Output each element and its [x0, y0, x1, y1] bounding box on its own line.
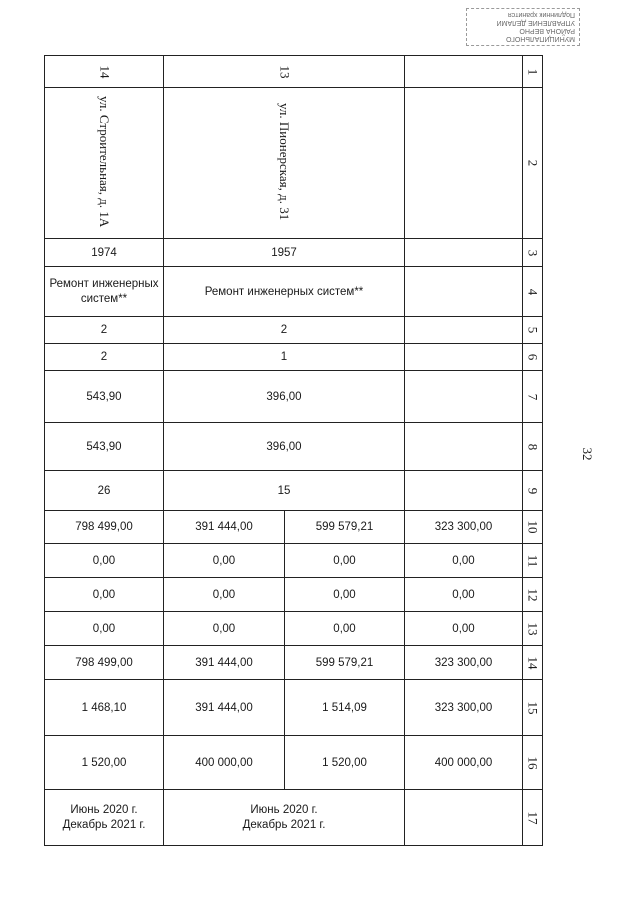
table-cell: 798 499,00 [45, 646, 164, 680]
table-cell: 2 [45, 344, 164, 371]
table-cell: 599 579,21 [285, 646, 405, 680]
row-number: 11 [523, 544, 543, 578]
empty-cell [405, 471, 523, 511]
table-cell: 323 300,00 [405, 511, 523, 544]
table-cell: 0,00 [405, 612, 523, 646]
row-number: 1 [523, 56, 543, 88]
build-year: 1974 [45, 239, 164, 267]
table-cell: 391 444,00 [164, 511, 285, 544]
row-number: 6 [523, 344, 543, 371]
table-row [45, 239, 543, 267]
table-row [45, 471, 543, 511]
row-number: 17 [523, 790, 543, 846]
table-cell: 0,00 [405, 544, 523, 578]
table-cell: 0,00 [285, 578, 405, 612]
table-cell: 0,00 [285, 612, 405, 646]
empty-cell [405, 239, 523, 267]
row-number: 13 [523, 612, 543, 646]
table-cell: 391 444,00 [164, 646, 285, 680]
row-number: 8 [523, 423, 543, 471]
empty-cell [405, 371, 523, 423]
table-cell: 1 [164, 344, 405, 371]
table-cell: 26 [45, 471, 164, 511]
table-cell: 0,00 [405, 578, 523, 612]
table-row [45, 790, 543, 846]
table-row [45, 578, 543, 612]
row-number: 10 [523, 511, 543, 544]
table-cell: 543,90 [45, 423, 164, 471]
empty-cell [405, 423, 523, 471]
table-row [45, 56, 543, 88]
table-cell: 1 468,10 [45, 680, 164, 736]
empty-cell [405, 317, 523, 344]
table-cell: 0,00 [285, 544, 405, 578]
table-row [45, 736, 543, 790]
table-row [45, 423, 543, 471]
table-row [45, 612, 543, 646]
table-cell: 1 514,09 [285, 680, 405, 736]
table-cell: 396,00 [164, 423, 405, 471]
row-number: 16 [523, 736, 543, 790]
row-number: 5 [523, 317, 543, 344]
page-number: 32 [580, 447, 595, 461]
table-cell: 15 [164, 471, 405, 511]
table-cell: 0,00 [164, 612, 285, 646]
build-year: 1957 [164, 239, 405, 267]
empty-cell [405, 88, 523, 239]
table-row [45, 344, 543, 371]
table-cell: 1 520,00 [285, 736, 405, 790]
empty-cell [405, 267, 523, 317]
table-cell: 798 499,00 [45, 511, 164, 544]
table-row [45, 544, 543, 578]
empty-cell [405, 790, 523, 846]
official-stamp: МУНИЦИПАЛЬНОГО РАЙОНА ВЕРНО УПРАВЛЕНИЕ ДЕЛАМИ Подлинник хранится [466, 8, 580, 46]
table-cell: 543,90 [45, 371, 164, 423]
work-type: Ремонт инженерных систем** [164, 267, 405, 317]
empty-cell [405, 56, 523, 88]
row-number: 7 [523, 371, 543, 423]
row-number: 12 [523, 578, 543, 612]
row-number: 14 [523, 646, 543, 680]
table-cell: 599 579,21 [285, 511, 405, 544]
table-row [45, 680, 543, 736]
table-cell: 2 [45, 317, 164, 344]
row-number: 15 [523, 680, 543, 736]
register-table [44, 55, 543, 846]
table-cell: 1 520,00 [45, 736, 164, 790]
table-cell: 0,00 [45, 612, 164, 646]
object-address: ул. Пионерская, д. 31 [164, 88, 405, 239]
table-cell: 400 000,00 [164, 736, 285, 790]
object-index: 13 [164, 56, 405, 88]
table-cell: 323 300,00 [405, 680, 523, 736]
row-number: 9 [523, 471, 543, 511]
table-cell: 0,00 [164, 544, 285, 578]
table-cell: 396,00 [164, 371, 405, 423]
empty-cell [405, 344, 523, 371]
table-cell: 400 000,00 [405, 736, 523, 790]
table-cell: 0,00 [45, 578, 164, 612]
row-number: 3 [523, 239, 543, 267]
work-term: Июнь 2020 г. Декабрь 2021 г. [45, 790, 164, 846]
object-address: ул. Строительная, д. 1А [45, 88, 164, 239]
table-row [45, 371, 543, 423]
table-row [45, 267, 543, 317]
table-cell: 391 444,00 [164, 680, 285, 736]
table-cell: 0,00 [164, 578, 285, 612]
row-number: 2 [523, 88, 543, 239]
table-row [45, 88, 543, 239]
table-cell: 2 [164, 317, 405, 344]
table-row [45, 511, 543, 544]
work-term: Июнь 2020 г. Декабрь 2021 г. [164, 790, 405, 846]
work-type: Ремонт инженерных систем** [45, 267, 164, 317]
table-row [45, 317, 543, 344]
table-cell: 323 300,00 [405, 646, 523, 680]
row-number: 4 [523, 267, 543, 317]
table-row [45, 646, 543, 680]
object-index: 14 [45, 56, 164, 88]
table-cell: 0,00 [45, 544, 164, 578]
